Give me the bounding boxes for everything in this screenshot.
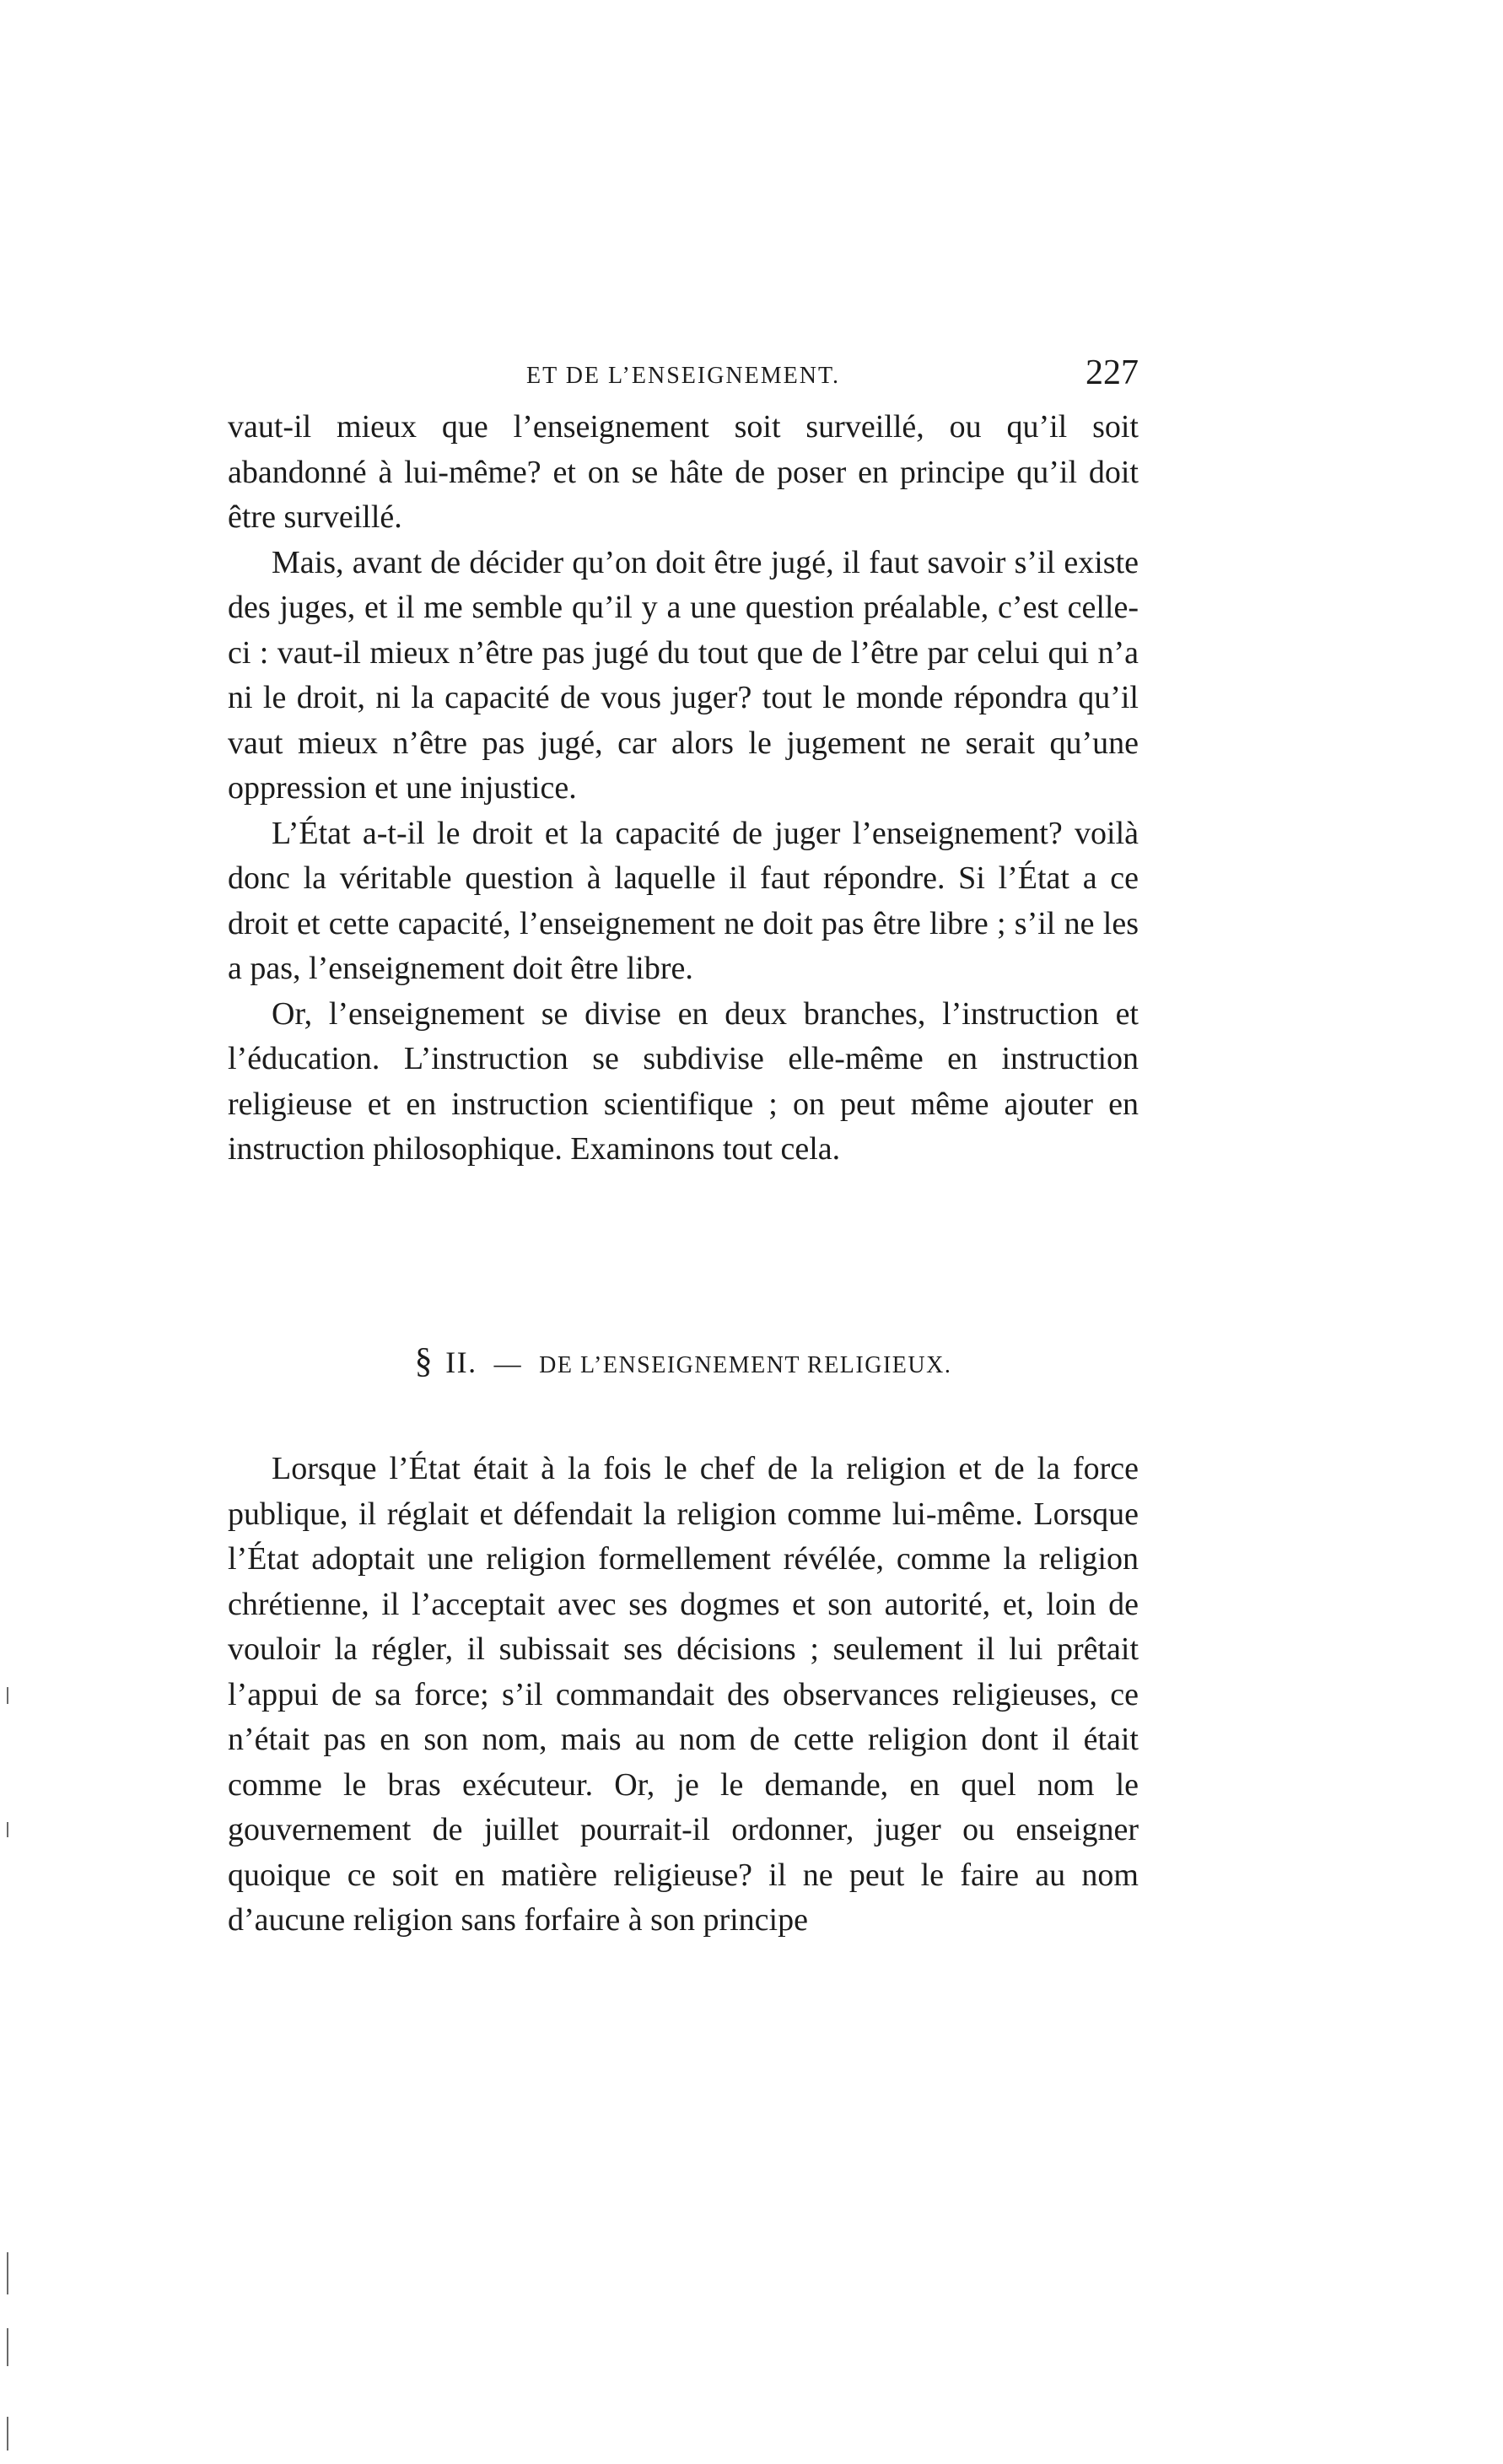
section-numeral: II. bbox=[445, 1345, 477, 1379]
section-dash: — bbox=[493, 1348, 523, 1378]
scan-margin-mark bbox=[7, 2417, 8, 2451]
paragraph: vaut-il mieux que l’enseignement soit surveillé, ou qu’il soit abandonné à lui-même? et on se hâte de poser en principe qu’il doit être surveillé. bbox=[228, 409, 1139, 535]
body-text-after-section bbox=[228, 1447, 1139, 1944]
scan-margin-mark bbox=[7, 2252, 8, 2294]
scan-margin-mark bbox=[7, 1687, 8, 1704]
section-title: DE L’ENSEIGNEMENT RELIGIEUX. bbox=[539, 1352, 952, 1378]
section-heading bbox=[228, 1341, 1139, 1382]
scan-margin-mark bbox=[7, 2328, 8, 2366]
running-title: ET DE L’ENSEIGNEMENT. bbox=[526, 363, 840, 389]
paragraph: Mais, avant de décider qu’on doit être jugé, il faut savoir s’il existe des juges, et il me semble qu’il y a une question préalable, c’est celle-ci : vaut-il mieux n’être pas jugé du tout que de l’être par celui qui n’a ni le droit, ni la capacité de vous juger? tout le monde répondra qu’il vaut mieux n’être pas jugé, car alors le jugement ne serait qu’une oppression et une injustice. bbox=[228, 544, 1139, 806]
paragraph: Or, l’enseignement se divise en deux branches, l’instruction et l’éducation. L’instruction se subdivise elle-même en instruction religieuse et en instruction scientifique ; on peut même ajouter en instruction philosophique. Examinons tout cela. bbox=[228, 995, 1139, 1167]
paragraph: L’État a-t-il le droit et la capacité de juger l’enseignement? voilà donc la véritable question à laquelle il faut répondre. Si l’État a ce droit et cette capacité, l’enseignement ne doit pas être libre ; s’il ne les a pas, l’enseignement doit être libre. bbox=[228, 815, 1139, 986]
running-head bbox=[228, 353, 1139, 403]
paragraph: Lorsque l’État était à la fois le chef de la religion et de la force publique, il réglait et défendait la religion comme lui-même. Lorsque l’État adoptait une religion formellement révélée, comme la religion chrétienne, il l’acceptait avec ses dogmes et son autorité, et, loin de vouloir la régler, il subissait ses décisions ; seulement il lui prêtait l’appui de sa force; s’il commandait des observances religieuses, ce n’était pas en son nom, mais au nom de cette religion dont il était comme le bras exécuteur. Or, je le demande, en quel nom le gouvernement de juillet pourrait-il ordonner, juger ou enseigner quoique ce soit en matière religieuse? il ne peut le faire au nom d’aucune religion sans forfaire à son principe bbox=[228, 1451, 1139, 1938]
scan-margin-mark bbox=[7, 1822, 8, 1837]
section-mark: § bbox=[414, 1342, 434, 1381]
page-number: 227 bbox=[1086, 353, 1139, 392]
body-text-before-section bbox=[228, 405, 1139, 1173]
